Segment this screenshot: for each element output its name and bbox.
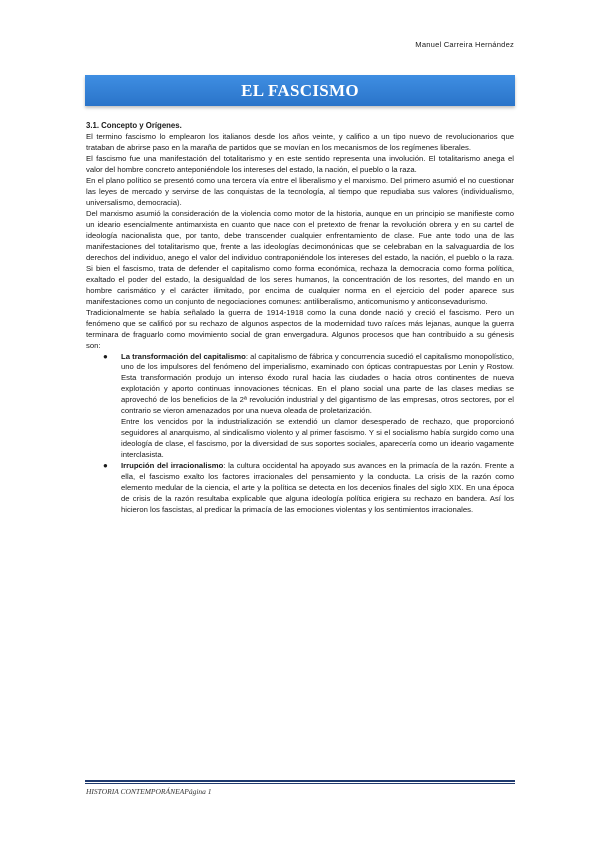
section-heading: 3.1. Concepto y Orígenes. bbox=[86, 121, 182, 130]
document-title: EL FASCISMO bbox=[241, 80, 359, 100]
bullet-text: : al capitalismo de fábrica y concurrencia sucedió el capitalismo monopolístico, uno de los impulsores del fenómeno del imperialismo, examinado con ópticas contrapuestas por Lenin y Rostow. Esta transformación produjo un intenso éxodo rural hacia las ciudades o hacia otros continentes de nueva explotación y aporto continuas innovaciones técnicas. En el plano social una parte de las clases medias se aprovechó de los beneficios de la 2ª revolución industrial y del gigantismo de las empresas, otros sectores, por el contrario se vieron amenazados por una nueva oleada de proletarización. bbox=[121, 351, 514, 416]
page-footer: HISTORIA CONTEMPORÁNEAPágina 1 bbox=[86, 787, 212, 796]
paragraph: En el plano político se presentó como una tercera vía entre el liberalismo y el marxismo. Del primero asumió el no cuestionar las leyes de mercado y servirse de las conquistas de la tecnología, al tiempo que repudiaba sus valores (individualismo, universalismo, democracia). bbox=[86, 176, 514, 208]
bullet-icon: ● bbox=[103, 461, 108, 471]
bullet-icon: ● bbox=[103, 351, 108, 361]
footer-divider-thin bbox=[85, 783, 515, 784]
bullet-list bbox=[86, 352, 514, 516]
paragraph: El fascismo fue una manifestación del totalitarismo y en este sentido representa una involución. El totalitarismo anega el valor del hombre concreto anteponiéndole los intereses del estado, la nación, el pueblo o la raza. bbox=[86, 154, 514, 175]
author-name: Manuel Carreira Hernández bbox=[415, 40, 514, 49]
footer-divider bbox=[85, 780, 515, 782]
document-body bbox=[86, 121, 514, 516]
paragraph: El termino fascismo lo emplearon los italianos desde los años veinte, y califico a un tipo nuevo de revolucionarios que trataban de abrirse paso en la maraña de partidos que se movían en los mecanismos de los regímenes liberales. bbox=[86, 132, 514, 153]
list-item bbox=[86, 461, 514, 516]
bullet-extra-text: Entre los vencidos por la industrialización se extendió un clamor desesperado de rechazo, que proporcionó seguidores al anarquismo, al sindicalismo violento y al primer fascismo. Y si el socialismo había surgido como una ideología de clase, el fascismo, por la diversidad de sus soportes sociales, aparecería como un ideario vagamente interclasista. bbox=[121, 417, 514, 460]
title-banner bbox=[85, 75, 515, 106]
bullet-text: : la cultura occidental ha apoyado sus avances en la primacía de la razón. Frente a ella, el fascismo exalto los factores irracionales del pensamiento y la conducta. La crisis de la razón como elemento medular de la ciencia, el arte y la política se detecta en los decenios finales del siglo XIX. En una época de crisis de la razón resultaba explicable que alguna ideología política erigiera su rechazo en bandera. Así los hicieron los fascistas, al predicar la primacía de las emociones violentas y los sentimientos irracionales. bbox=[121, 461, 514, 514]
bullet-heading: La transformación del capitalismo bbox=[121, 351, 246, 361]
paragraph: Del marxismo asumió la consideración de la violencia como motor de la historia, aunque en un principio se manifieste como un ideario esencialmente antimarxista en cuanto que nace con el pretexto de frenar la revolución obrera y en su cartel de ideología nacionalista que, por tanto, debe transcender cualquier enfrentamiento de clase. Fue ante todo una de las manifestaciones del totalitarismo que, frente a las ideologías decimonónicas que se celebraban en la salvaguardia de los derechos del individuo, anego el valor del individuo contraponiéndole los intereses del estado, la nación, el pueblo o la raza. Si bien el fascismo, trata de defender el capitalismo como forma económica, rechaza la democracia como forma política, exaltado el poder del estado, la desigualdad de los seres humanos, la concentración de los resortes, del mando en un hombre carismático y el carácter ilimitado, por encima de cualquier norma en el ejercicio del poder aparece sus manifestaciones como un conjunto de negociaciones comunes: antiliberalismo, anticomunismo y anticonsevadurismo. bbox=[86, 209, 514, 306]
list-item-continuation bbox=[86, 417, 514, 461]
bullet-heading: Irrupción del irracionalismo bbox=[121, 461, 224, 471]
paragraph: Tradicionalmente se había señalado la guerra de 1914-1918 como la cuna donde nació y creció el fascismo. Pero un fenómeno que se calificó por su rechazo de algunos aspectos de la modernidad tuvo raíces más lejanas, aunque la guerra terminara de fraguarlo como movimiento social de gran envergadura. Algunos procesos que han contribuido a su génesis son: bbox=[86, 307, 514, 350]
list-item bbox=[86, 352, 514, 418]
